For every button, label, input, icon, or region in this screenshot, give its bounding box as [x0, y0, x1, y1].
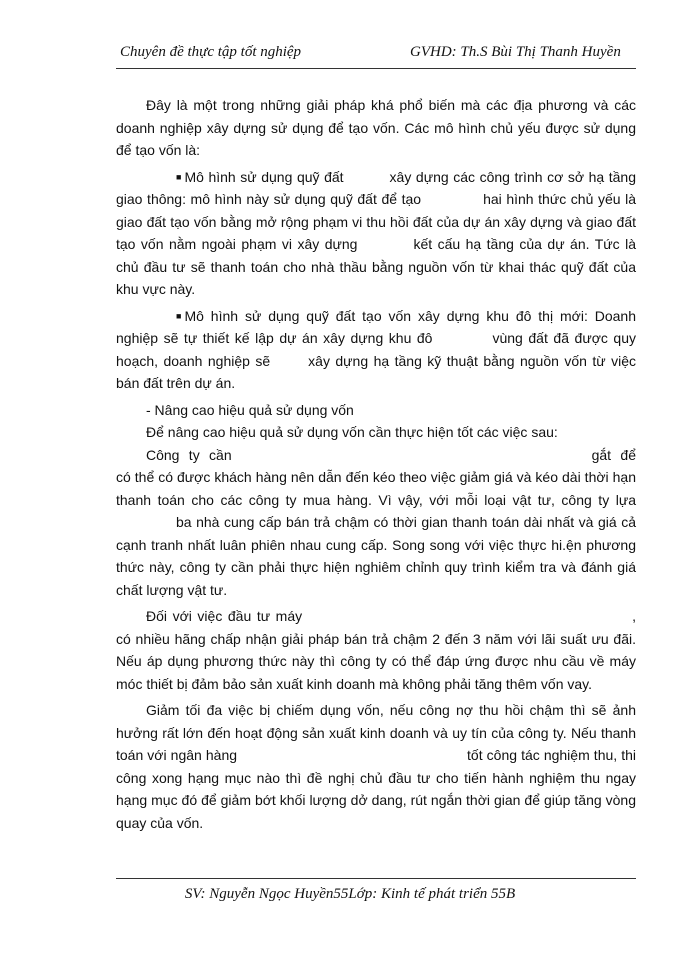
text-segment: hai hình thức chủ yếu là giao đất tạo vốn bằng mở rộng phạm vi thu hồi đất của dự án xây dựng và giao đất tạo vốn nằm ngoài phạm vi xây dựng	[116, 191, 636, 252]
paragraph-receivables	[116, 699, 636, 834]
paragraph-model-2	[116, 305, 636, 395]
text-segment: Mô hình sử dụng quỹ đất tạo vốn xây dựng khu đô thị mới: Doanh nghiệp sẽ tự thiết kế lập dự án xây dựng khu đô	[116, 307, 636, 346]
header-right: GVHD: Th.S Bùi Thị Thanh Huyền	[410, 44, 621, 60]
text-segment: kết cấu hạ tầng của dự án. Tức là chủ đầu tư sẽ thanh toán cho nhà thầu bằng nguồn vốn từ khai thác quỹ đất của khu vực này.	[116, 236, 636, 297]
text-segment: xây dựng hạ tầng kỹ thuật bằng nguồn vốn từ việc bán đất trên dự án.	[116, 352, 636, 391]
text-segment: Công ty cần	[146, 446, 232, 463]
text-segment: Giảm tối đa việc bị chiếm dụng vốn, nếu công nợ thu hồi chậm thì sẽ ảnh hưởng rất lớn đến hoạt động sản xuất kinh doanh và uy tín của công ty. Nếu thanh toán với ngân hàng	[116, 702, 636, 763]
paragraph-supplier	[116, 444, 636, 602]
text-segment: ba nhà cung cấp bán trả chậm có thời gian thanh toán dài nhất và giá cả cạnh tranh nhất luân phiên nhau cung cấp. Song song với việc thực hi.ện phương thức này, công ty cần phải thực hiện nghiêm chỉnh quy trình kiểm tra và đánh giá chất lượng vật tư.	[116, 514, 636, 598]
document-body	[116, 94, 636, 838]
text-segment: Đối với việc đầu tư máy	[146, 608, 303, 624]
paragraph-machinery	[116, 605, 636, 695]
paragraph-heading: - Nâng cao hiệu quả sử dụng vốn	[146, 401, 354, 418]
text-segment: tốt công tác nghiệm thu, thi công xong hạng mục nào thì đề nghị chủ đầu tư cho tiến hành nghiệm thu ngay hạng mục đó để giảm bớt khối lượng dở dang, rút ngắn thời gian để giúp tăng vòng quay của vốn.	[116, 747, 637, 831]
text-segment: , có nhiều hãng chấp nhận giải pháp bán trả chậm 2 đến 3 năm với lãi suất ưu đãi. Nếu áp dụng phương thức này thì công ty có thể đáp ứng được nhu cầu về máy móc thiết bị đảm bảo sản xuất kinh doanh mà không phải tăng thêm vốn vay.	[116, 608, 636, 692]
footer-divider	[116, 878, 636, 879]
square-bullet-icon: ■	[176, 310, 182, 321]
text-segment: vùng đất đã được quy hoạch, doanh nghiệp sẽ	[116, 330, 636, 369]
paragraph-intro: Đây là một trong những giải pháp khá phổ biến mà các địa phương và các doanh nghiệp xây dựng sử dụng để tạo vốn. Các mô hình chủ yếu được sử dụng để tạo vốn là:	[116, 97, 636, 158]
text-segment: gắt để có thể có được khách hàng nên dẫn đến kéo theo việc giảm giá và kéo dài thời hạn thanh toán cho các công ty mua hàng. Vì vậy, với mỗi loại vật tư, công ty lựa	[116, 446, 636, 508]
text-segment: Mô hình sử dụng quỹ đất	[184, 168, 344, 185]
paragraph-model-1	[116, 166, 636, 301]
header-divider	[116, 68, 636, 69]
square-bullet-icon: ■	[176, 171, 182, 182]
header-left: Chuyên đề thực tập tốt nghiệp	[120, 44, 302, 60]
paragraph-lead: Để nâng cao hiệu quả sử dụng vốn cần thực hiện tốt các việc sau:	[146, 424, 558, 440]
text-segment: xây dựng các công trình cơ sở hạ tầng giao thông: mô hình này sử dụng quỹ đất để tạo	[116, 168, 636, 207]
footer-text: SV: Nguyễn Ngọc Huyền55Lớp: Kinh tế phát triển 55B	[184, 886, 516, 902]
